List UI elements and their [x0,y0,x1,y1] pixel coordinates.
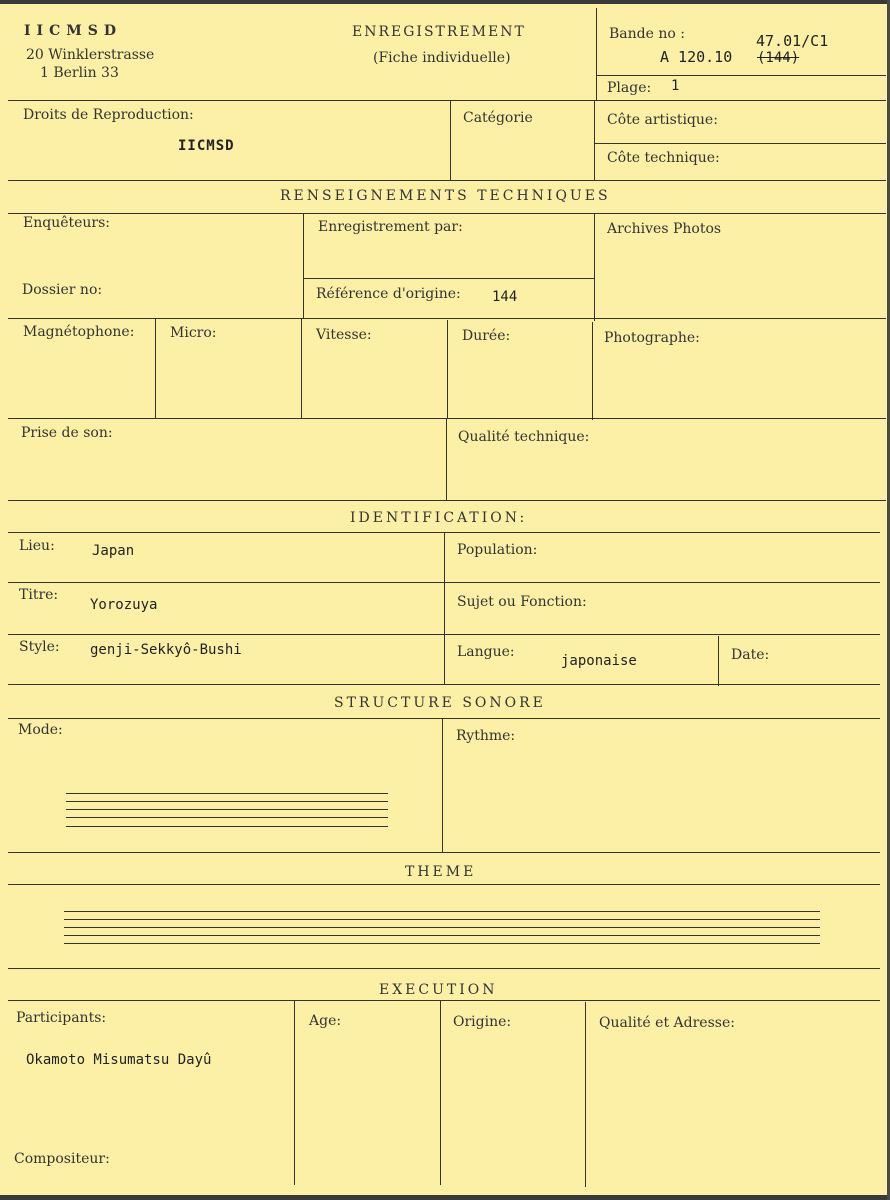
rule [64,935,820,936]
rule [8,180,886,181]
bande-value-1: 47.01/C1 [756,32,829,50]
section-title-theme: THEME [405,864,477,880]
rule [8,1000,880,1001]
rule [592,322,593,420]
origine-label: Origine: [453,1014,512,1030]
dossier-label: Dossier no: [22,282,103,298]
rule [8,318,886,319]
rythme-label: Rythme: [456,728,516,744]
langue-value: japonaise [561,653,637,669]
compositeur-label: Compositeur: [14,1151,110,1167]
rule [446,418,447,500]
style-label: Style: [19,639,60,655]
rule [64,927,820,928]
rule [301,318,302,418]
droits-label: Droits de Reproduction: [23,107,194,123]
rule [66,793,388,794]
titre-value: Yorozuya [90,597,158,613]
form-title: ENREGISTREMENT [352,24,526,40]
rule [303,278,594,279]
rule [294,1000,295,1185]
magnetophone-label: Magnétophone: [23,324,135,340]
rule [64,943,820,944]
rule [64,911,820,912]
rule [585,1002,586,1187]
rule [596,8,597,100]
rule [718,636,719,686]
cote-artistique-label: Côte artistique: [607,112,718,128]
sujet-ou-fonction-label: Sujet ou Fonction: [457,594,587,610]
prise-de-son-label: Prise de son: [21,425,113,441]
rule [8,213,886,214]
participants-label: Participants: [16,1010,107,1026]
section-title-execution: EXECUTION [379,982,498,998]
section-title-technical: RENSEIGNEMENTS TECHNIQUES [280,188,611,204]
rule [8,634,880,635]
archives-photos-label: Archives Photos [607,221,722,237]
rule [594,213,595,321]
rule [596,75,886,76]
top-edge [0,0,890,4]
rule [8,582,880,583]
rule [442,718,443,852]
rule [66,801,388,802]
form-subtitle: (Fiche individuelle) [373,50,511,66]
duree-label: Durée: [462,328,511,344]
population-label: Population: [457,542,538,558]
rule [64,919,820,920]
droits-value: IICMSD [178,138,235,154]
rule [444,532,445,684]
mode-label: Mode: [18,722,63,738]
rule [8,852,880,853]
qualite-technique-label: Qualité technique: [458,429,590,445]
rule [155,318,156,418]
rule [66,809,388,810]
rule [8,684,880,685]
bottom-edge [0,1195,890,1200]
micro-label: Micro: [170,325,217,341]
plage-value: 1 [671,78,680,94]
reference-label: Référence d'origine: [316,286,461,302]
enqueteurs-label: Enquêteurs: [23,215,111,231]
rule [450,100,451,180]
style-value: genji-Sekkyô-Bushi [90,642,242,658]
rule [447,320,448,418]
address-line-1: 20 Winklerstrasse [26,47,155,63]
rule [594,143,886,144]
rule [8,968,880,969]
org-logo: IICMSD [24,23,122,39]
rule [66,817,388,818]
rule [8,718,880,719]
reference-value: 144 [492,289,518,305]
bande-value-struck: (144) [757,50,800,66]
qualite-et-adresse-label: Qualité et Adresse: [599,1015,735,1031]
bande-value-2: A 120.10 [660,48,733,66]
section-title-identification: IDENTIFICATION: [350,510,528,526]
langue-label: Langue: [457,644,515,660]
rule [8,418,886,419]
photographe-label: Photographe: [604,330,700,346]
lieu-value: Japan [92,543,135,559]
rule [8,500,886,501]
bande-label: Bande no : [609,26,685,42]
participants-value: Okamoto Misumatsu Dayû [26,1052,212,1068]
rule [440,1000,441,1185]
plage-label: Plage: [607,80,652,96]
address-line-2: 1 Berlin 33 [40,65,119,81]
cote-technique-label: Côte technique: [607,150,720,166]
rule [303,213,304,318]
vitesse-label: Vitesse: [316,327,372,343]
titre-label: Titre: [19,587,59,603]
age-label: Age: [309,1013,342,1029]
rule [594,100,595,180]
section-title-structure: STRUCTURE SONORE [334,695,546,711]
date-label: Date: [731,647,770,663]
lieu-label: Lieu: [19,538,55,554]
enregistrement-par-label: Enregistrement par: [318,219,463,235]
rule [66,826,388,827]
rule [8,884,880,885]
rule [8,100,886,101]
categorie-label: Catégorie [463,110,533,126]
